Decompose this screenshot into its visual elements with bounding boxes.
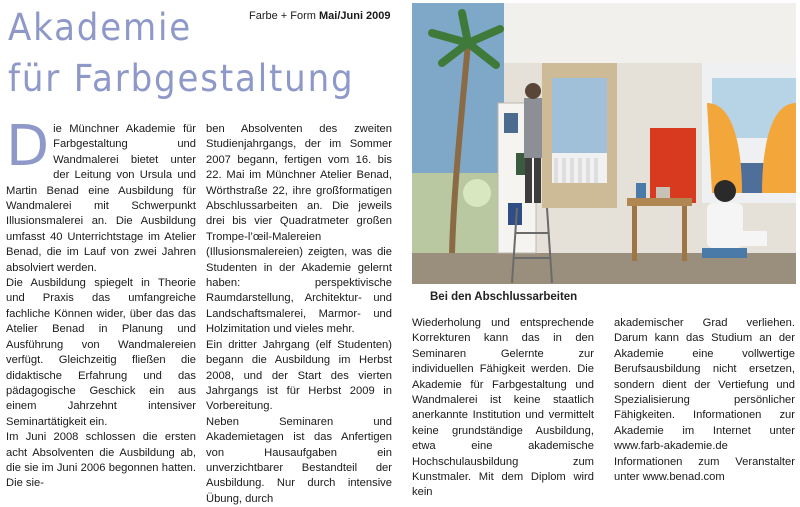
atelier-photo [412, 3, 796, 284]
paragraph-text: ie Münchner Akademie für Farbgestaltung und Wandmalerei bietet unter der Leitung von Ursula und Martin Benad eine Ausbildung für Wandmalerei mit Schwerpunkt Illusionsmalerei an. Die Ausbildung umfasst 40 Unterrichtstage im Atelier Benad, die im Lauf von zwei Jahren absolviert werden. [6, 123, 196, 274]
article-paragraph: Ein dritter Jahrgang (elf Studenten) begann die Ausbildung im Herbst 2008, und der Start des vierten Jahrgangs ist für Herbst 2009 in Vorbereitung. [206, 338, 392, 413]
issue-date: Mai/Juni 2009 [319, 10, 391, 22]
drop-cap: D [6, 114, 50, 179]
article-paragraph: Im Juni 2008 schlossen die ersten acht Absolventen die Ausbildung ab, die sie im Juni 2006 begonnen hatten. Die sie- [6, 431, 196, 490]
article-paragraph: akademischer Grad verliehen. Darum kann das Studium an der Akademie eine vollwertige Berufsausbildung nicht ersetzen, sondern dient der Vertiefung und Spezialisierung persönlicher Fähigkeiten. Informationen zur Akademie im Internet unter www.farb-akademie.de Informationen zum Veranstalter unter www.benad.com [614, 317, 795, 484]
headline-line-2: für Farbgestaltung [8, 57, 355, 100]
article-paragraph: Neben Seminaren und Akademietagen ist das Anfertigen von Hausaufgaben ein unverzichtbarer Bestandteil der Ausbildung. Nur durch intensive Übung, durch [206, 415, 392, 505]
article-paragraph: ben Absolventen des zweiten Studienjahrgangs, der im Sommer 2007 begann, fertigen vom 16. bis 22. Mai im Münchner Atelier Benad, Wörthstraße 22, ihre großformatigen Abschlussarbeiten an. Die jeweils drei bis vier Quadratmeter großen Trompe-l’œil-Malereien (Illusionsmalereien) zeigten, was die Studenten in der Akademie gelernt haben: perspektivische Raumdarstellung, Architektur- und Landschaftsmalerei, Marmor- und Holzimitation und vieles mehr. [206, 123, 392, 336]
issue-line [249, 10, 391, 22]
article-column-2 [206, 122, 392, 507]
photo-caption: Bei den Abschlussarbeiten [430, 291, 578, 303]
article-column-3 [412, 316, 594, 501]
magazine-name: Farbe + Form [249, 10, 316, 22]
article-paragraph: Wiederholung und entsprechende Korrekturen kann das in den Seminaren Gelernte zur individuellen Fähigkeit werden. Die Akademie für Farbgestaltung und Wandmalerei ist keine staatlich anerkannte Institution und vermittelt keine grundständige Ausbildung, etwa eine akademische Hochschulausbildung zum Kunstmaler. Mit dem Diplom wird kein [412, 317, 594, 499]
headline-line-1: Akademie [8, 6, 193, 49]
article-column-4 [614, 316, 795, 485]
atelier-photo-illustration [412, 3, 796, 284]
article-paragraph [6, 114, 196, 276]
article-column-1 [6, 114, 196, 492]
article-paragraph: Die Ausbildung spiegelt in Theorie und Praxis das umfangreiche fachliche Können wider, über das das Atelier Benad in Planung und Ausführung von Wandmalereien verfügt. Gleichzeitig fließen die didaktische Erfahrung und das pädagogische Geschick ein aus einem Jahrzehnt intensiver Seminartätigkeit ein. [6, 277, 196, 428]
